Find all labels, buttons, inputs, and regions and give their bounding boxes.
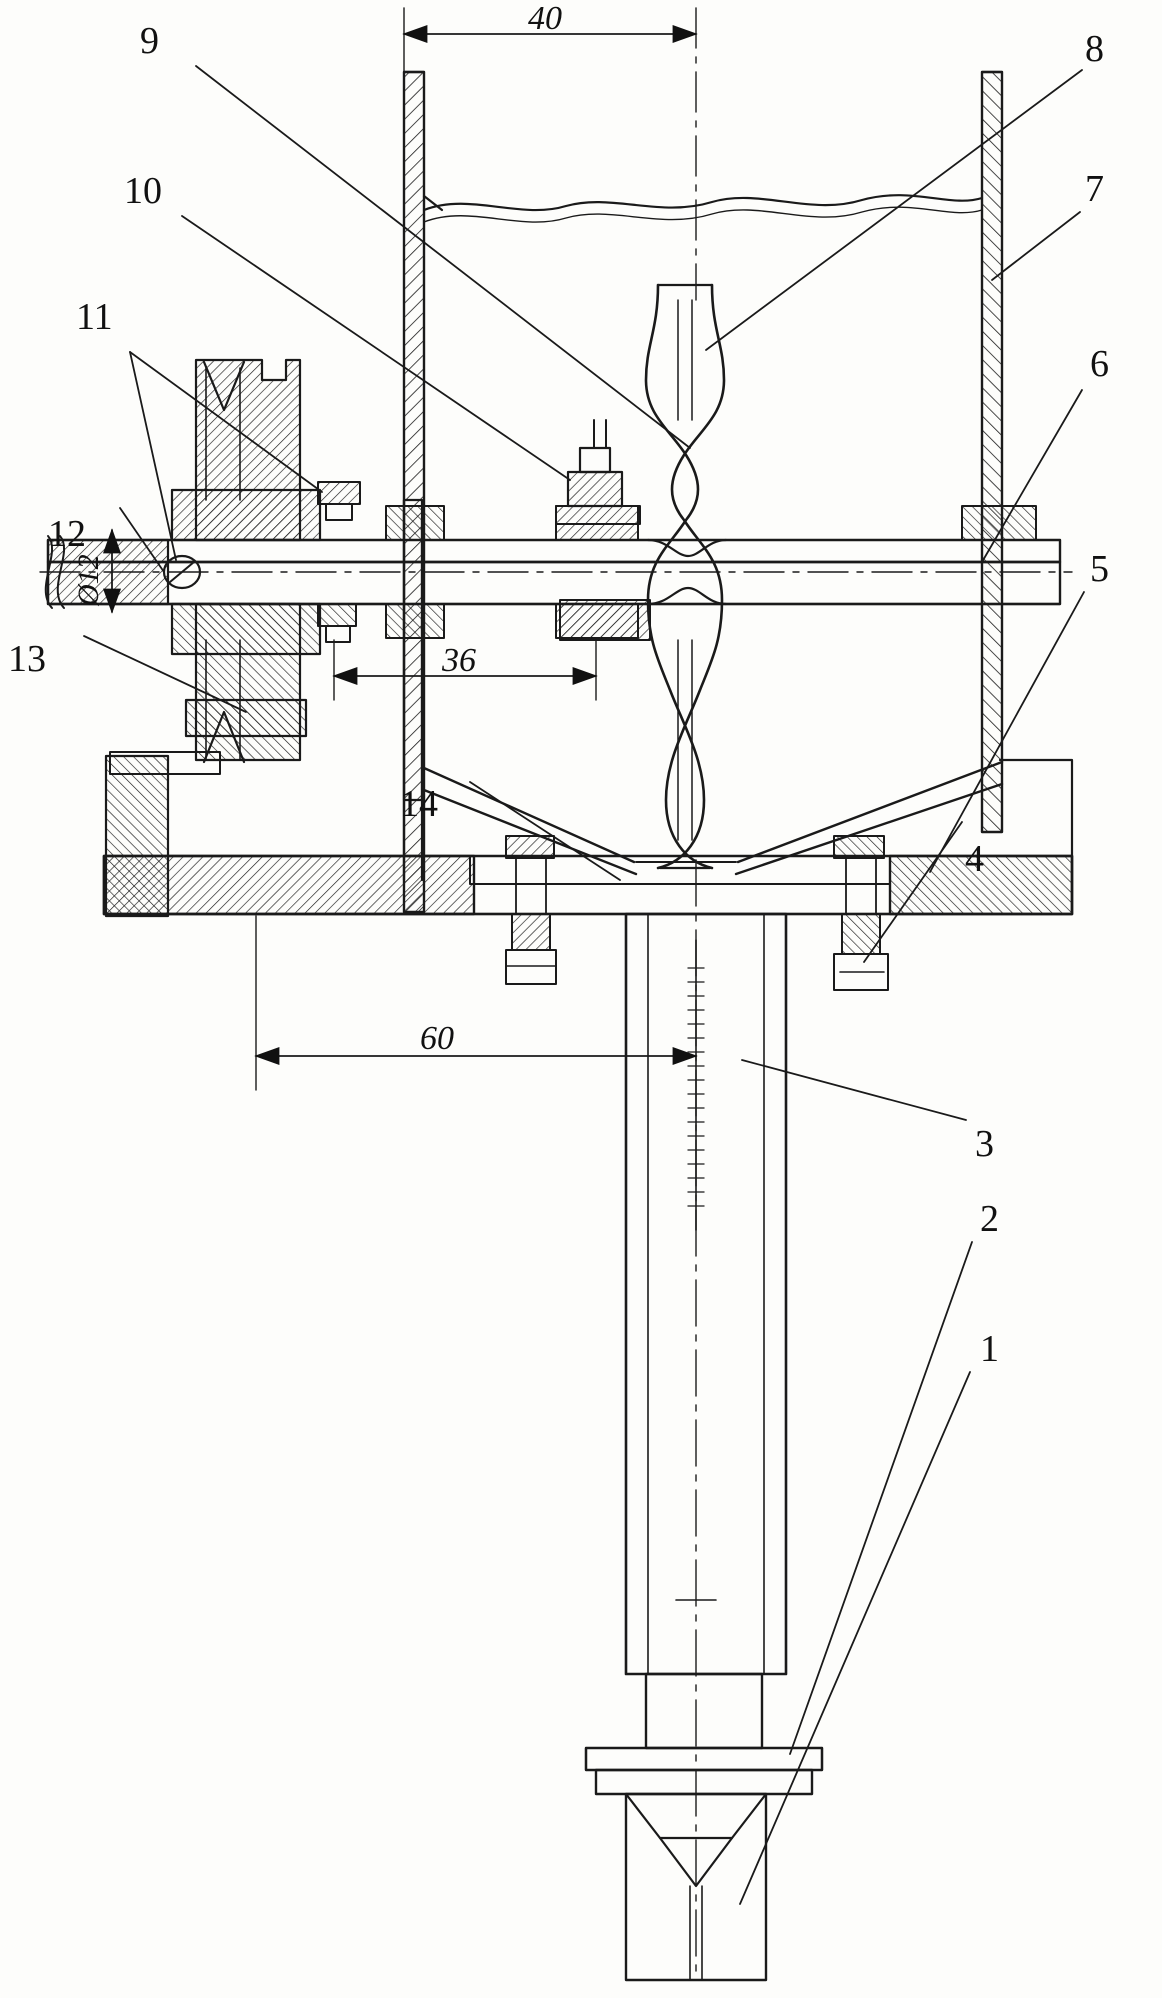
callout-label-2: 2 <box>980 1198 999 1240</box>
callout-label-5: 5 <box>1090 548 1109 590</box>
callout-label-1: 1 <box>980 1328 999 1370</box>
callout-label-10: 10 <box>124 170 162 212</box>
callout-label-14: 14 <box>400 783 438 825</box>
callout-label-3: 3 <box>975 1123 994 1165</box>
callout-label-7: 7 <box>1085 168 1104 210</box>
callout-label-11: 11 <box>76 296 113 338</box>
dimension-60: 60 <box>420 1020 454 1057</box>
callout-label-13: 13 <box>8 638 46 680</box>
callout-label-9: 9 <box>140 20 159 62</box>
dimension-diameter-12: Ø12 <box>72 554 105 606</box>
callout-label-8: 8 <box>1085 28 1104 70</box>
callout-label-4: 4 <box>965 838 984 880</box>
dimension-40: 40 <box>528 0 562 37</box>
callout-label-6: 6 <box>1090 343 1109 385</box>
dimension-36: 36 <box>442 642 476 679</box>
callout-label-12: 12 <box>48 513 86 555</box>
